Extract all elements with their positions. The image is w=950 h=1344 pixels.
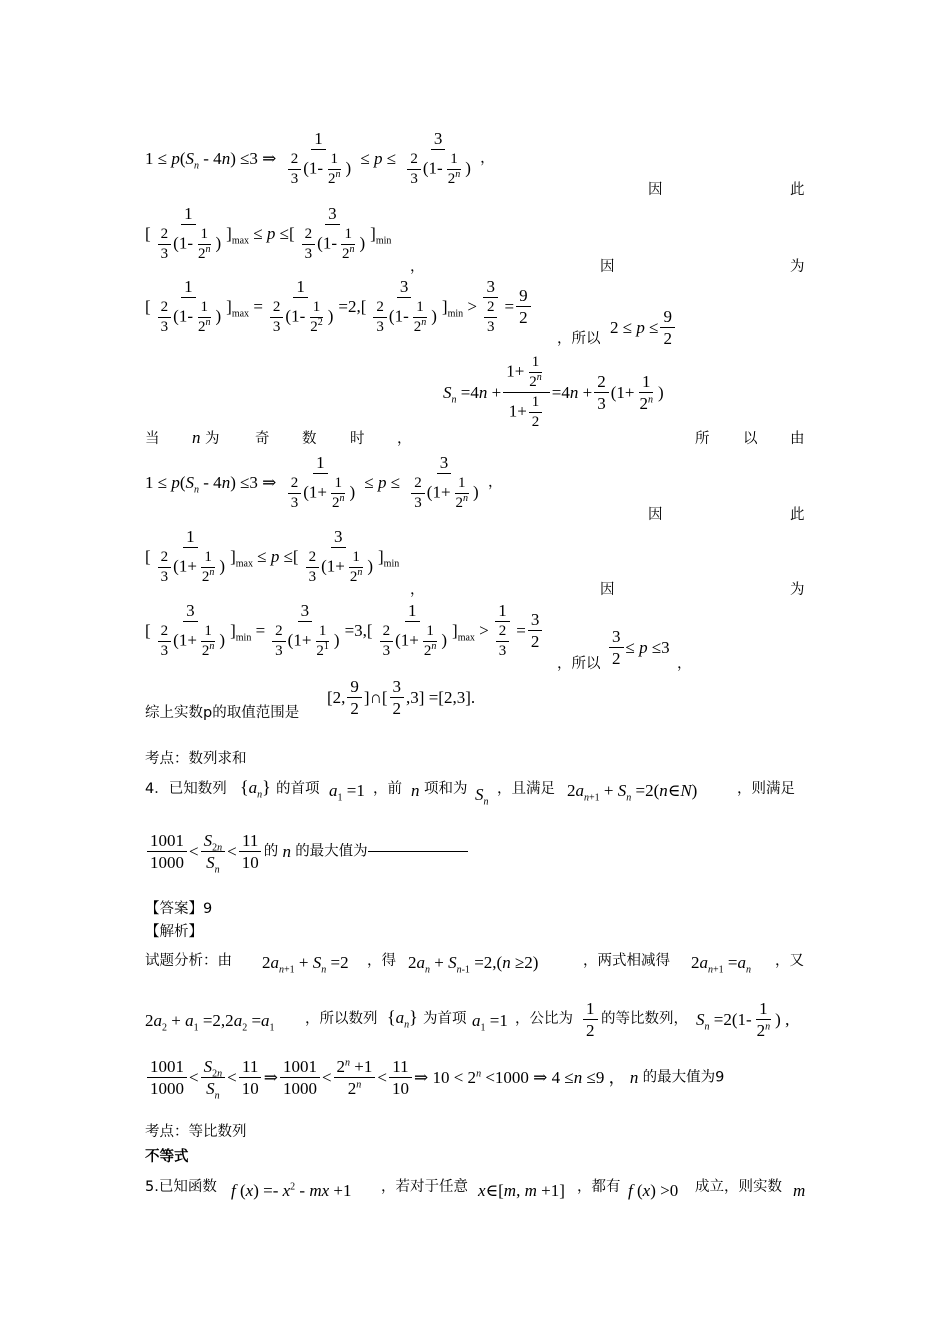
analysis-line-2: $2a_2 + a_1 =2,2a_2 =a_1$ ，所以数列 $\{a_n\}$ 为首项 $a_1 =1$ ，公比为 $\frac{1}{2}$ 的等比数列， $S_n =2(1-$ $\frac{1}{2^n}$ ) , <box>145 999 790 1040</box>
formula-line-2: [ 1 $\frac{2}{3}$ (1- $\frac{1}{2^n}$ ) ]$_{max} \le p$ ≤[ 3 $\frac{2}{3}$ (1- $\frac{1}{2^n}$ ) ]$_{min}$ <box>145 204 392 262</box>
label-yin-2: 因 <box>600 259 615 275</box>
label-suoyi-1: ，所以 <box>557 331 601 347</box>
kaodian-1: 考点：数列求和 <box>145 751 247 767</box>
formula-line-5: [ 1 $\frac{2}{3}$ (1+ $\frac{1}{2^n}$ ) ]$_{max} \le p$ ≤[ 3 $\frac{2}{3}$ (1+ $\frac{1}{2^n}$ ) ]$_{min}$ <box>145 527 400 585</box>
formula-range-1: 2 ≤ p ≤ $\frac{9}{2}$ <box>610 308 677 347</box>
answer-blank[interactable] <box>368 851 468 852</box>
formula-sn: $S_n =4n$ + 1+ $\frac{1}{2^n}$ 1+ $\frac{1}{2}$ =4n + $\frac{2}{3}$ (1+ $\frac{1}{2^n}$ ) <box>443 354 664 430</box>
answer-line: 【答案】9 <box>145 901 213 917</box>
section-title: 不等式 <box>145 1149 189 1165</box>
question-4-condition: $\frac{1001}{1000}$ < $\frac{S_{2n}}{S_n}$ < $\frac{11}{10}$ 的 n 的最大值为 <box>145 832 468 871</box>
kaodian-2: 考点：等比数列 <box>145 1124 247 1140</box>
formula-line-4: $1 \le p(S_n - 4n) \le 3$ ⇒ 1 $\frac{2}{3}$ (1+ $\frac{1}{2^n}$ ) ≤ p ≤ 3 $\frac{2}{3}$ (1+ $\frac{1}{2^n}$ ) ， <box>145 453 503 511</box>
question-5: 5.已知函数 f $(x) =- x^2$ - mx +1 ，若对于任意 x∈[m, m +1] ，都有 f (x) >0 成立，则实数 m <box>145 1179 806 1200</box>
label-wei: 为 <box>790 259 805 275</box>
comma-2: ， <box>410 259 425 275</box>
formula-line-3: [ 1 $\frac{2}{3}$ (1- $\frac{1}{2^n}$ ) ]$_{max}$ = 1 $\frac{2}{3}$ (1- $\frac{1}{2^2}$ ) =2,[ 3 $\frac{2}{3}$ (1- $\frac{1}{2^n}$ ) ]$_{min}$ > $\frac{3}{\frac{2}{3}}$ = $\frac{9}{2}$ <box>145 278 533 335</box>
analysis-line-3: $\frac{1001}{1000}$ < $\frac{S_{2n}}{S_n}$ < $\frac{11}{10}$ ⇒ $\frac{1001}{1000}$ < $\frac{2^n +1}{2^n}$ < $\frac{11}{10}$ ⇒ $10 < 2^n <1000$ ⇒ 4 ≤n ≤9 ， n 的最大值为9 <box>145 1058 724 1097</box>
formula-line-1: $1 \le p(S_n - 4n) \le 3$ ⇒ 1 $\frac{2}{3}$ (1- $\frac{1}{2^n}$ ) ≤ p ≤ 3 $\frac{2}{3}$ (1- $\frac{1}{2^n}$ ) ， <box>145 129 495 187</box>
analysis-line-1: 试题分析：由 $2a_{n+1} + S_n =2$ ，得 $2a_n + S_{n-1} =2,(n \ge 2)$ ，两式相减得 $2a_{n+1} =a_n$ ，又 <box>145 953 804 976</box>
formula-conclusion: [2, $\frac{9}{2}$ ]∩[ $\frac{3}{2}$ ,3] =[2,3]. <box>327 677 476 718</box>
analysis-heading: 【解析】 <box>145 924 203 940</box>
formula-range-2: $\frac{3}{2}$ ≤ p ≤3 <box>607 628 670 667</box>
label-yin: 因 <box>648 182 663 198</box>
label-ci: 此 <box>790 182 805 198</box>
text-dang: 当 <box>145 431 160 447</box>
formula-line-6: [ 3 $\frac{2}{3}$ (1+ $\frac{1}{2^n}$ ) ]$_{min}$ = 3 $\frac{2}{3}$ (1+ $\frac{1}{2^1}$ ) =3,[ 1 $\frac{2}{3}$ (1+ $\frac{1}{2^n}$ ) ]$_{max}$ > $\frac{1}{\frac{2}{3}}$ = $\frac{3}{2}$ <box>145 602 544 659</box>
text-conclusion: 综上实数p的取值范围是 <box>145 705 300 721</box>
